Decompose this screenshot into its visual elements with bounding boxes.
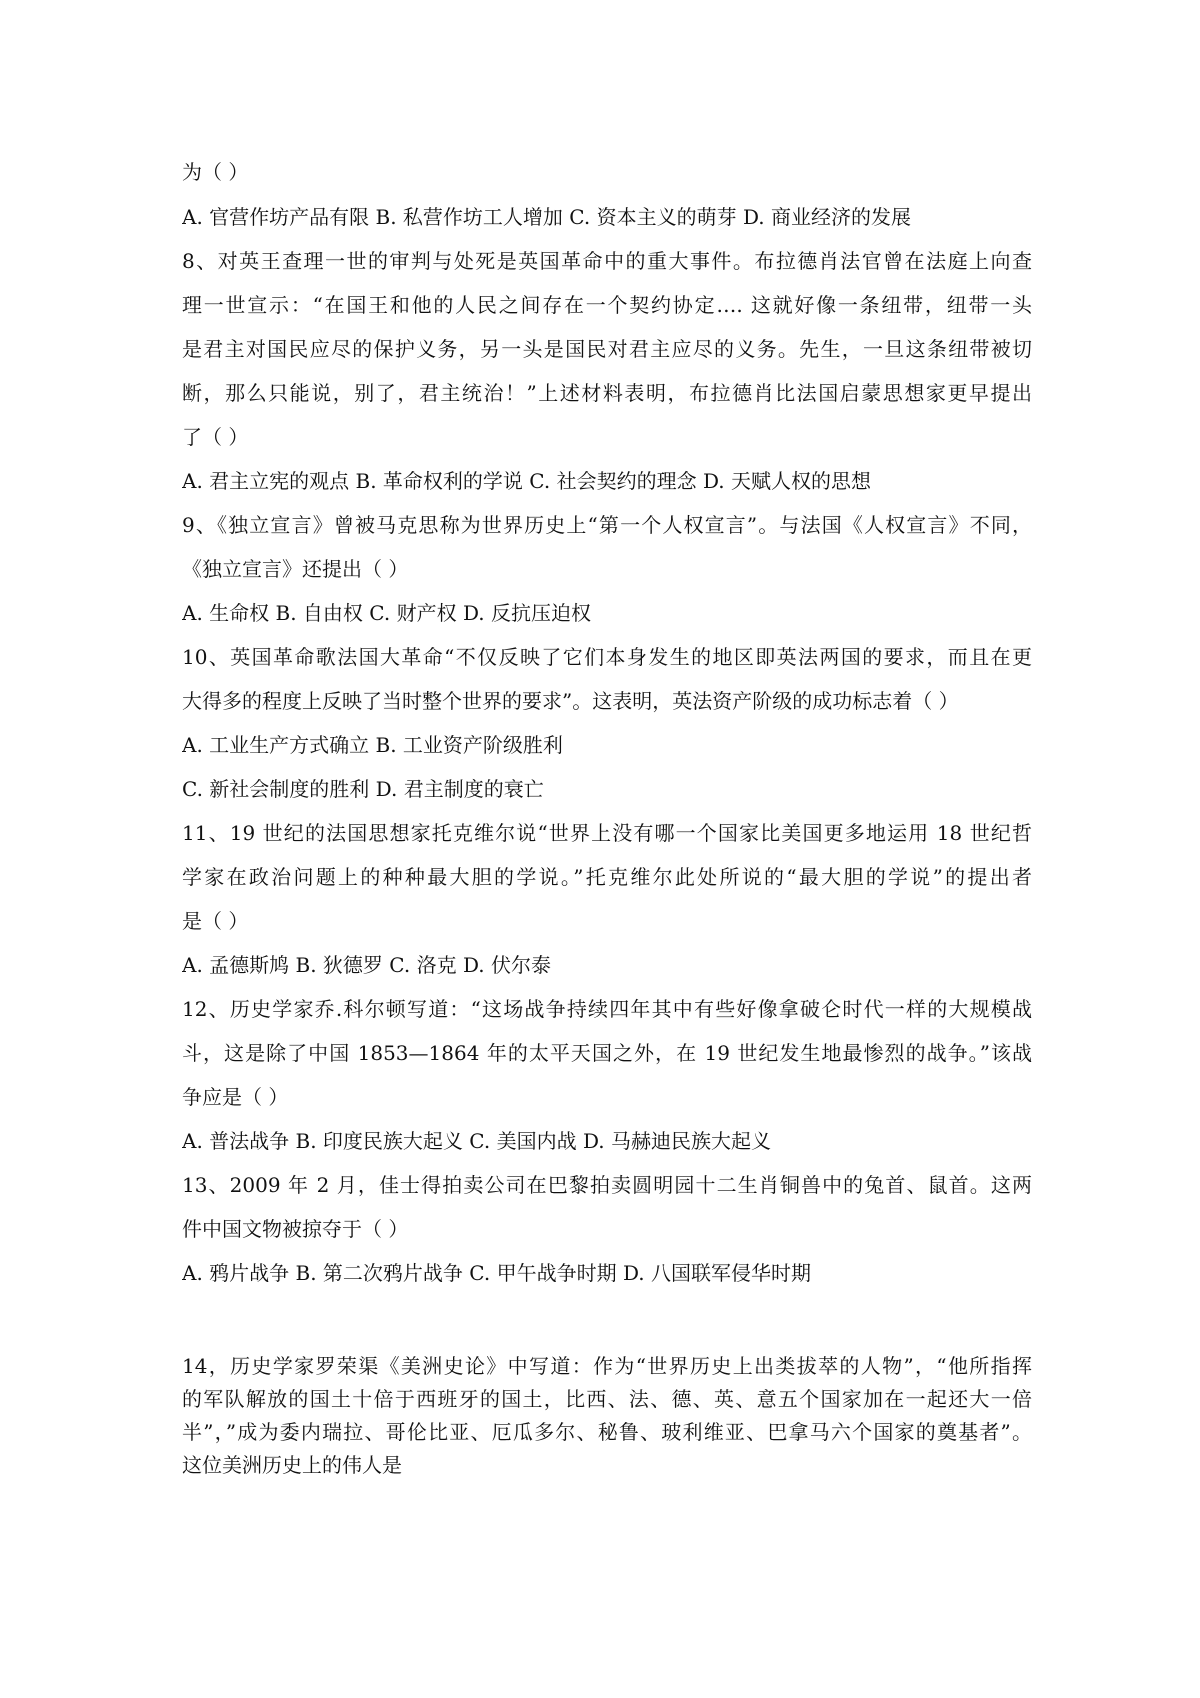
question-9: 9、《独立宣言》曾被马克思称为世界历史上“第一个人权宣言”。与法国《人权宣言》不同，: [182, 513, 1032, 537]
options-line: A. 君主立宪的观点 B. 革命权利的学说 C. 社会契约的理念 D. 天赋人权的思想: [182, 469, 871, 493]
text-line: 这位美洲历史上的伟人是: [182, 1453, 402, 1477]
options-line: A. 孟德斯鸠 B. 狄德罗 C. 洛克 D. 伏尔泰: [182, 953, 551, 977]
question-13: 13、2009 年 2 月，佳士得拍卖公司在巴黎拍卖圆明园十二生肖铜兽中的兔首、鼠首。这两: [182, 1173, 1032, 1197]
text-line: 件中国文物被掠夺于（ ）: [182, 1217, 409, 1241]
text-line: 是君主对国民应尽的保护义务，另一头是国民对君主应尽的义务。先生，一旦这条纽带被切: [182, 337, 1032, 361]
question-11: 11、19 世纪的法国思想家托克维尔说“世界上没有哪一个国家比美国更多地运用 18 世纪哲: [182, 821, 1032, 845]
text-line: 学家在政治问题上的种种最大胆的学说。”托克维尔此处所说的“最大胆的学说”的提出者: [182, 865, 1032, 889]
question-10: 10、英国革命歌法国大革命“不仅反映了它们本身发生的地区即英法两国的要求，而且在更: [182, 645, 1032, 669]
question-14: 14，历史学家罗荣渠《美洲史论》中写道：作为“世界历史上出类拔萃的人物”，“他所指挥: [182, 1354, 1032, 1378]
options-line: A. 官营作坊产品有限 B. 私营作坊工人增加 C. 资本主义的萌芽 D. 商业经济的发展: [182, 205, 911, 229]
question-12: 12、历史学家乔.科尔顿写道：“这场战争持续四年其中有些好像拿破仑时代一样的大规模战: [182, 997, 1032, 1021]
options-line: A. 鸦片战争 B. 第二次鸦片战争 C. 甲午战争时期 D. 八国联军侵华时期: [182, 1261, 811, 1285]
text-line: 了（ ）: [182, 425, 249, 449]
text-line: 断，那么只能说，别了，君主统治！”上述材料表明，布拉德肖比法国启蒙思想家更早提出: [182, 381, 1032, 405]
options-line: C. 新社会制度的胜利 D. 君主制度的衰亡: [182, 777, 544, 801]
options-line: A. 普法战争 B. 印度民族大起义 C. 美国内战 D. 马赫迪民族大起义: [182, 1129, 771, 1153]
options-line: A. 工业生产方式确立 B. 工业资产阶级胜利: [182, 733, 563, 757]
text-line: 为（ ）: [182, 160, 249, 184]
options-line: A. 生命权 B. 自由权 C. 财产权 D. 反抗压迫权: [182, 601, 591, 625]
text-line: 的军队解放的国土十倍于西班牙的国土，比西、法、德、英、意五个国家加在一起还大一倍: [182, 1387, 1032, 1411]
text-line: 是（ ）: [182, 909, 249, 933]
question-8: 8、对英王查理一世的审判与处死是英国革命中的重大事件。布拉德肖法官曾在法庭上向查: [182, 249, 1032, 273]
text-line: 半”，”成为委内瑞拉、哥伦比亚、厄瓜多尔、秘鲁、玻利维亚、巴拿马六个国家的奠基者”。: [182, 1420, 1032, 1444]
text-line: 大得多的程度上反映了当时整个世界的要求”。这表明，英法资产阶级的成功标志着（ ）: [182, 689, 959, 713]
text-line: 理一世宣示：“在国王和他的人民之间存在一个契约协定…. 这就好像一条纽带，纽带一头: [182, 293, 1032, 317]
text-line: 《独立宣言》还提出（ ）: [182, 557, 409, 581]
text-line: 争应是（ ）: [182, 1085, 289, 1109]
text-line: 斗，这是除了中国 1853—1864 年的太平天国之外，在 19 世纪发生地最惨烈的战争。”该战: [182, 1041, 1032, 1065]
